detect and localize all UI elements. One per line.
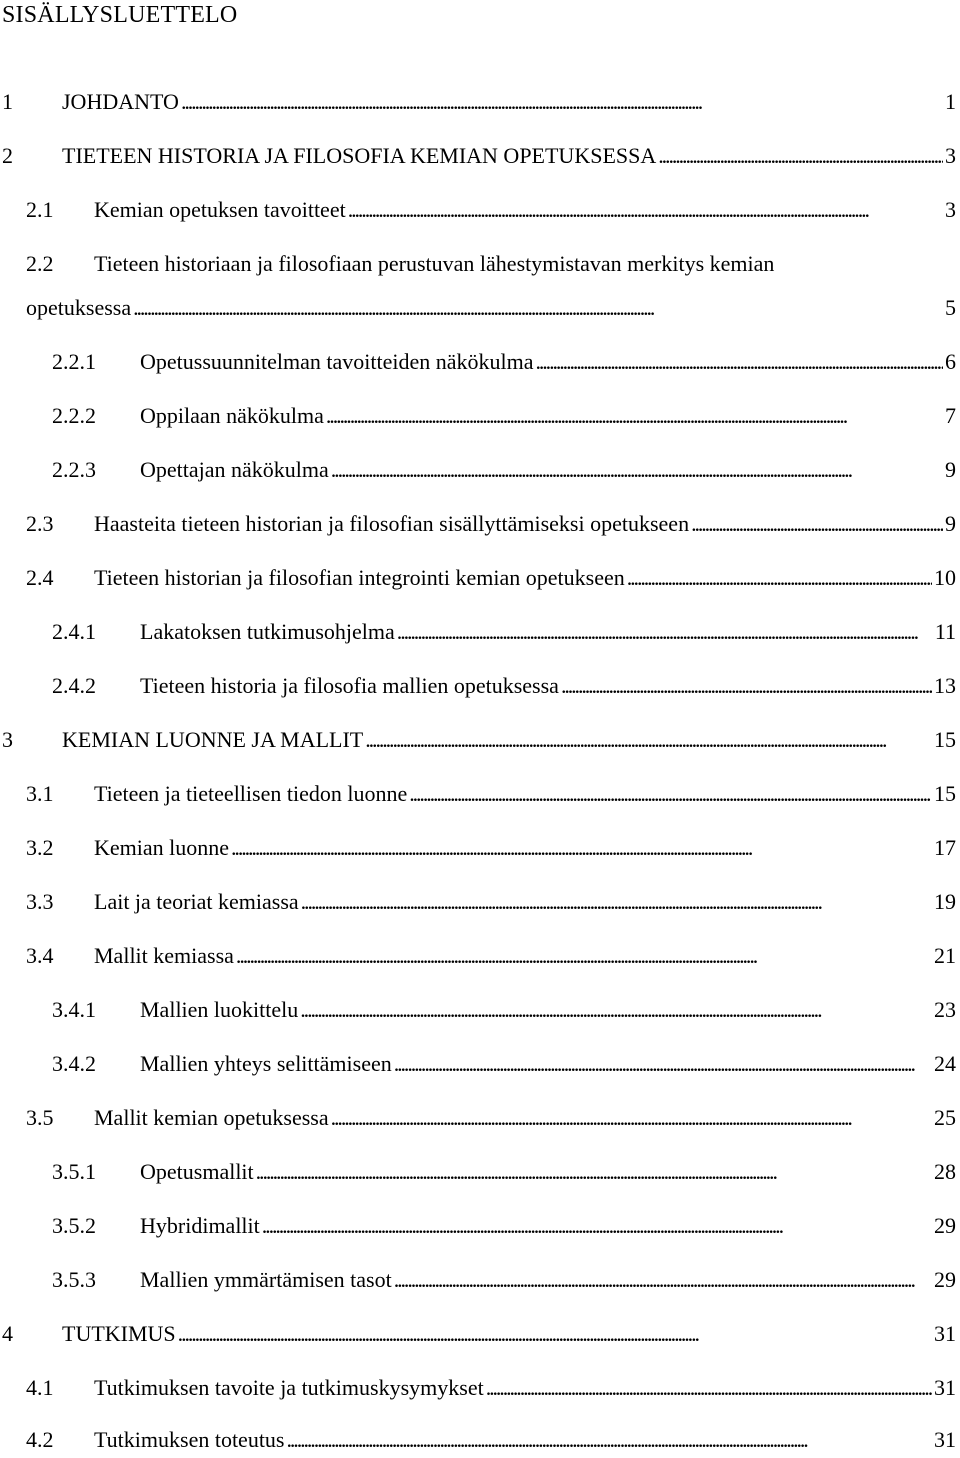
entry-page: 15	[934, 727, 956, 752]
toc-entry[interactable]	[2, 140, 956, 172]
entry-page: 9	[945, 511, 956, 536]
toc-entry[interactable]	[2, 724, 956, 756]
entry-page: 3	[945, 197, 956, 222]
entry-number: 3.5.1	[52, 1159, 96, 1184]
entry-page: 23	[934, 997, 956, 1022]
toc-entry[interactable]	[52, 1210, 956, 1242]
entry-page: 1	[945, 89, 956, 114]
dot-leader	[301, 886, 932, 918]
entry-page: 29	[934, 1267, 956, 1292]
entry-page: 31	[934, 1321, 956, 1346]
entry-page: 9	[945, 457, 956, 482]
dot-leader	[331, 1102, 932, 1134]
entry-label: Mallit kemian opetuksessa	[94, 1105, 329, 1130]
entry-page: 25	[934, 1105, 956, 1130]
dot-leader	[236, 940, 932, 972]
entry-number: 2.4.2	[52, 673, 96, 698]
entry-number: 3.5.3	[52, 1267, 96, 1292]
entry-label: Hybridimallit	[140, 1213, 260, 1238]
toc-entry[interactable]	[26, 508, 956, 540]
entry-label: KEMIAN LUONNE JA MALLIT	[62, 727, 364, 752]
entry-label: Tutkimuksen tavoite ja tutkimuskysymykset	[94, 1375, 484, 1400]
entry-page: 29	[934, 1213, 956, 1238]
dot-leader	[535, 346, 943, 378]
entry-label: JOHDANTO	[62, 89, 179, 114]
dot-leader	[181, 86, 943, 118]
toc-entry[interactable]	[2, 1318, 956, 1350]
dot-leader	[397, 616, 933, 648]
dot-leader	[409, 778, 932, 810]
entry-label: Tieteen ja tieteellisen tiedon luonne	[94, 781, 408, 806]
entry-number: 2	[2, 143, 13, 168]
entry-label: TIETEEN HISTORIA JA FILOSOFIA KEMIAN OPETUKSESSA	[62, 143, 657, 168]
entry-number: 4.2	[26, 1427, 54, 1452]
entry-number: 3.4	[26, 943, 54, 968]
entry-number: 2.2.1	[52, 349, 96, 374]
dot-leader	[300, 994, 932, 1026]
toc-entry[interactable]	[52, 1156, 956, 1188]
entry-number: 3.3	[26, 889, 54, 914]
toc-entry[interactable]	[52, 616, 956, 648]
entry-number: 3.5	[26, 1105, 54, 1130]
dot-leader	[348, 194, 943, 226]
entry-label: Opetussuunnitelman tavoitteiden näkökulma	[140, 349, 534, 374]
toc-entry[interactable]	[52, 400, 956, 432]
entry-number: 3	[2, 727, 13, 752]
toc-entry[interactable]	[26, 292, 956, 324]
entry-page: 3	[945, 143, 956, 168]
toc-entry[interactable]	[26, 194, 956, 226]
entry-number: 4.1	[26, 1375, 54, 1400]
entry-label: Oppilaan näkökulma	[140, 403, 324, 428]
entry-label: Haasteita tieteen historian ja filosofian sisällyttämiseksi opetukseen	[94, 511, 690, 536]
toc-entry[interactable]	[26, 1372, 956, 1404]
dot-leader	[256, 1156, 932, 1188]
entry-label: Kemian opetuksen tavoitteet	[94, 197, 346, 222]
toc-entry[interactable]	[26, 562, 956, 594]
entry-label: TUTKIMUS	[62, 1321, 176, 1346]
toc-entry[interactable]	[26, 778, 956, 810]
entry-label: Tutkimuksen toteutus	[94, 1427, 285, 1452]
entry-number: 1	[2, 89, 13, 114]
entry-label: Tieteen historiaan ja filosofiaan perustuvan lähestymistavan merkitys kemian	[94, 251, 775, 276]
dot-leader	[627, 562, 932, 594]
toc-entry[interactable]	[26, 940, 956, 972]
toc-entry[interactable]	[52, 454, 956, 486]
dot-leader	[178, 1318, 932, 1350]
toc-entry[interactable]	[26, 1424, 956, 1456]
entry-number: 3.5.2	[52, 1213, 96, 1238]
dot-leader	[691, 508, 943, 540]
entry-page: 19	[934, 889, 956, 914]
toc-entry[interactable]	[52, 346, 956, 378]
entry-label: Opetusmallit	[140, 1159, 254, 1184]
entry-page: 28	[934, 1159, 956, 1184]
dot-leader	[231, 832, 932, 864]
toc-entry-first-line[interactable]	[26, 248, 774, 280]
entry-number: 2.3	[26, 511, 54, 536]
entry-number: 3.4.1	[52, 997, 96, 1022]
entry-number: 2.2.2	[52, 403, 96, 428]
entry-page: 5	[945, 295, 956, 320]
dot-leader	[326, 400, 943, 432]
toc-entry[interactable]	[52, 994, 956, 1026]
toc-entry[interactable]	[52, 1264, 956, 1296]
dot-leader	[658, 140, 943, 172]
toc-entry[interactable]	[26, 832, 956, 864]
entry-label: Mallien luokittelu	[140, 997, 299, 1022]
entry-number: 2.4	[26, 565, 54, 590]
dot-leader	[133, 292, 943, 324]
entry-number: 2.2	[26, 251, 54, 276]
entry-page: 13	[934, 673, 956, 698]
entry-label: Lakatoksen tutkimusohjelma	[140, 619, 395, 644]
entry-page: 11	[934, 619, 956, 644]
entry-number: 3.4.2	[52, 1051, 96, 1076]
entry-page: 10	[934, 565, 956, 590]
dot-leader	[394, 1048, 932, 1080]
entry-page: 24	[934, 1051, 956, 1076]
entry-number: 3.1	[26, 781, 54, 806]
entry-page: 7	[945, 403, 956, 428]
dot-leader	[331, 454, 943, 486]
entry-label: Tieteen historian ja filosofian integrointi kemian opetukseen	[94, 565, 625, 590]
entry-page: 31	[934, 1375, 956, 1400]
toc-entry[interactable]	[26, 886, 956, 918]
entry-page: 21	[934, 943, 956, 968]
entry-label: Opettajan näkökulma	[140, 457, 329, 482]
toc-entry[interactable]	[26, 1102, 956, 1134]
entry-label: Mallit kemiassa	[94, 943, 234, 968]
page-title: SISÄLLYSLUETTELO	[2, 2, 238, 28]
entry-number: 2.1	[26, 197, 54, 222]
dot-leader	[262, 1210, 932, 1242]
dot-leader	[486, 1372, 932, 1404]
dot-leader	[561, 670, 932, 702]
entry-number: 3.2	[26, 835, 54, 860]
entry-label-continuation: opetuksessa	[26, 295, 132, 320]
toc-entry[interactable]	[52, 1048, 956, 1080]
entry-page: 6	[945, 349, 956, 374]
entry-label: Kemian luonne	[94, 835, 230, 860]
entry-page: 17	[934, 835, 956, 860]
entry-page: 15	[934, 781, 956, 806]
entry-label: Mallien ymmärtämisen tasot	[140, 1267, 392, 1292]
toc-entry[interactable]	[2, 86, 956, 118]
entry-page: 31	[934, 1427, 956, 1452]
dot-leader	[287, 1424, 933, 1456]
dot-leader	[394, 1264, 932, 1296]
entry-label: Mallien yhteys selittämiseen	[140, 1051, 392, 1076]
entry-number: 2.2.3	[52, 457, 96, 482]
toc-entry[interactable]	[52, 670, 956, 702]
entry-label: Tieteen historia ja filosofia mallien opetuksessa	[140, 673, 559, 698]
dot-leader	[365, 724, 932, 756]
entry-number: 4	[2, 1321, 13, 1346]
entry-label: Lait ja teoriat kemiassa	[94, 889, 299, 914]
entry-number: 2.4.1	[52, 619, 96, 644]
